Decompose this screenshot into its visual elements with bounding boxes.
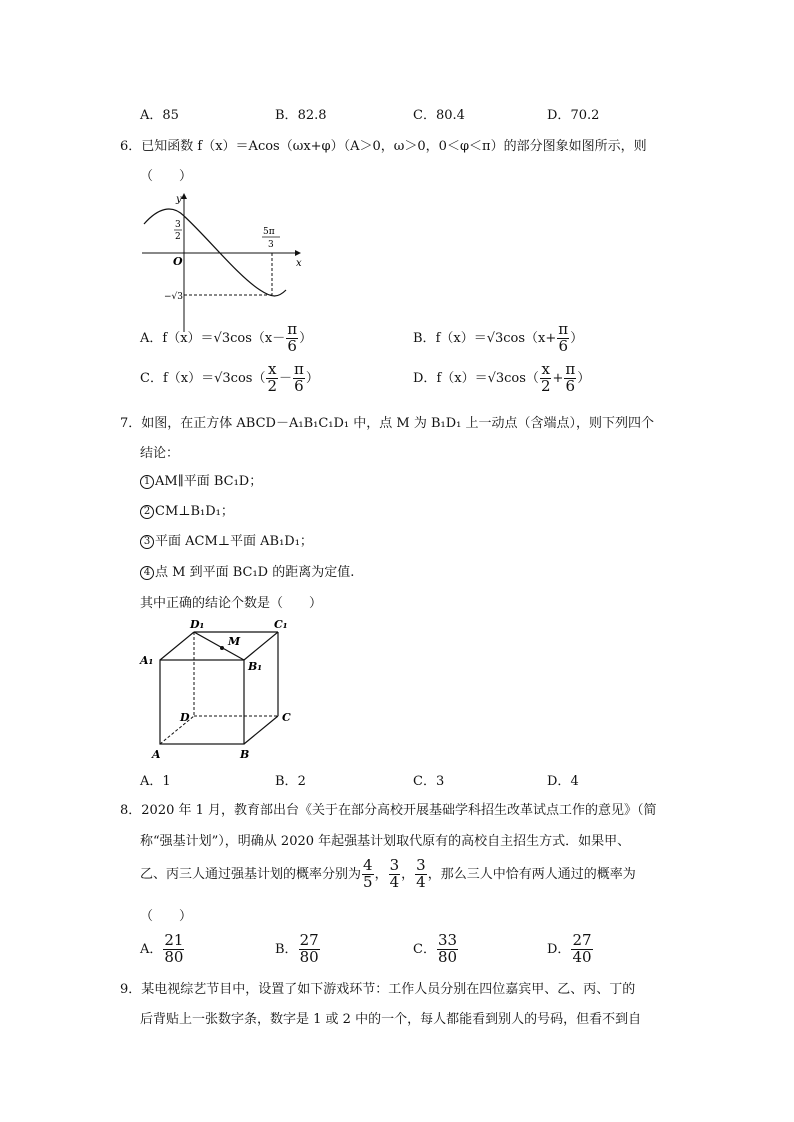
q6-origin: O — [173, 255, 183, 268]
q9-line1: 9．某电视综艺节目中，设置了如下游戏环节：工作人员分别在四位嘉宾甲、乙、丙、丁的 — [120, 982, 636, 997]
q6-y-min-label: −√3 — [164, 292, 184, 302]
q8-line3: 乙、丙三人通过强基计划的概率分别为 $\frac{4}{5}$ ， $\frac{3}{4}$ ， $\frac{3}{4}$ ，那么三人中恰有两人通过的概率为 — [140, 856, 636, 891]
svg-text:D₁: D₁ — [190, 618, 205, 631]
svg-text:A: A — [152, 748, 161, 761]
q7-option-a: A．1 — [140, 774, 171, 789]
q7-option-c: C．3 — [413, 774, 445, 789]
q6-stem: 6．已知函数 f（x）＝Acos（ωx+φ）（A＞0，ω＞0，0＜φ＜π）的部分图象如图所示，则 — [120, 139, 647, 154]
q7-option-d: D．4 — [547, 774, 579, 789]
svg-text:C: C — [282, 711, 291, 724]
q8-blank: （ ） — [140, 909, 193, 924]
q5-option-b: B．82.8 — [275, 108, 327, 123]
q7-conclusion-3: 3 平面 ACM⊥平面 AB₁D₁； — [140, 530, 313, 549]
q7-question: 其中正确的结论个数是（ ） — [140, 596, 323, 611]
q7-conclusion-4: 4 点 M 到平面 BC₁D 的距离为定值. — [140, 561, 354, 580]
q6-option-b: B．f（x）＝√3cos（x+ $\frac{\pi}{6}$ ） — [413, 320, 584, 355]
q8-option-b: B． $\frac{27}{80}$ — [275, 931, 319, 966]
svg-text:B: B — [240, 748, 250, 761]
q7-point-m — [220, 646, 224, 650]
q8-option-c: C． $\frac{33}{80}$ — [413, 931, 458, 966]
q6-option-d: D．f（x）＝√3cos（ $\frac{x}{2}$ + $\frac{\pi}{6}$ ） — [413, 360, 591, 395]
q6-y-label: y — [176, 194, 182, 205]
svg-text:C₁: C₁ — [274, 618, 288, 631]
q6-x-tick-den: 3 — [268, 240, 274, 250]
q7-stem-line2: 结论： — [140, 446, 180, 461]
q7-option-b: B．2 — [275, 774, 306, 789]
q8-line1: 8．2020 年 1 月，教育部出台《关于在部分高校开展基础学科招生改革试点工作的意见》（简 — [120, 803, 657, 818]
q6-blank: （ ） — [140, 169, 193, 184]
q6-y-tick-num: 3 — [175, 220, 181, 230]
q5-option-d: D．70.2 — [547, 108, 600, 123]
q7-conclusion-1: 1 AM∥平面 BC₁D； — [140, 470, 262, 489]
svg-text:D: D — [180, 711, 190, 724]
q7-stem-line1: 7．如图，在正方体 ABCD－A₁B₁C₁D₁ 中，点 M 为 B₁D₁ 上一动点（含端点），则下列四个 — [120, 416, 654, 431]
q8-option-a: A． $\frac{21}{80}$ — [140, 931, 184, 966]
q6-option-c: C．f（x）＝√3cos（ $\frac{x}{2}$ － $\frac{\pi}{6}$ ） — [140, 360, 319, 395]
svg-text:B₁: B₁ — [248, 660, 263, 673]
q7-conclusion-2: 2 CM⊥B₁D₁； — [140, 500, 234, 519]
q8-option-d: D． $\frac{27}{40}$ — [547, 931, 592, 966]
q5-option-c: C．80.4 — [413, 108, 465, 123]
svg-text:A₁: A₁ — [140, 654, 154, 667]
q6-graph — [138, 186, 308, 336]
q8-line2: 称“强基计划”），明确从 2020 年起强基计划取代原有的高校自主招生方式．如果甲、 — [140, 834, 631, 849]
svg-text:M: M — [228, 635, 241, 648]
q6-y-tick-den: 2 — [175, 232, 181, 242]
q5-option-a: A．85 — [140, 108, 179, 123]
q6-x-label: x — [296, 258, 302, 269]
q9-line2: 后背贴上一张数字条，数字是 1 或 2 中的一个，每人都能看到别人的号码，但看不到自 — [140, 1012, 642, 1027]
q7-cube-figure — [138, 612, 308, 762]
q6-option-a: A．f（x）＝√3cos（x－ $\frac{\pi}{6}$ ） — [140, 320, 313, 355]
q6-x-tick-num: 5π — [263, 227, 275, 237]
